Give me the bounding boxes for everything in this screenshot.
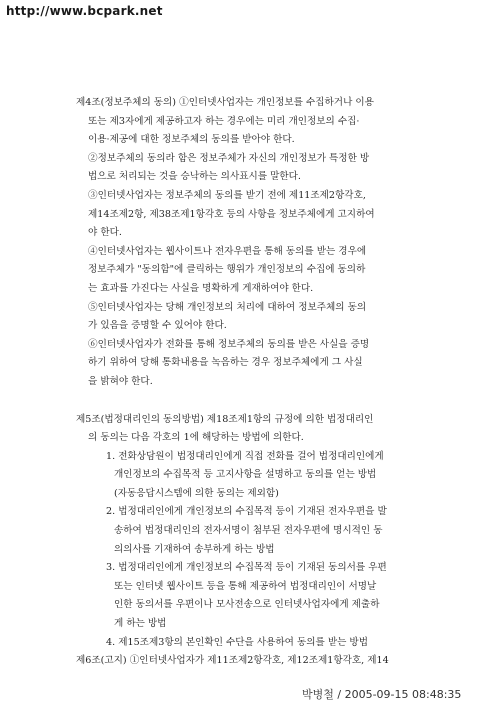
watermark-url: http://www.bcpark.net	[6, 4, 163, 18]
text-line: 또는 제3자에게 제공하고자 하는 경우에는 미리 개인정보의 수집·	[88, 115, 360, 127]
list-item: 1. 전화상담원이 법정대리인에게 직접 전화를 걸어 법정대리인에게	[106, 450, 384, 462]
text-line: 하기 위하여 당해 통화내용을 녹음하는 경우 정보주체에게 그 사실	[88, 357, 363, 369]
author-timestamp: 박병철 / 2005-09-15 08:48:35	[302, 688, 462, 701]
text-line: 제4조(정보주체의 동의) ①인터넷사업자는 개인정보를 수집하거나 이용	[76, 97, 374, 108]
text-line: 야 한다.	[88, 227, 122, 239]
text-line: 법으로 처리되는 것을 승낙하는 의사표시를 말한다.	[88, 171, 301, 183]
text-line: ③인터넷사업자는 정보주체의 동의를 받기 전에 제11조제2항각호,	[88, 189, 366, 201]
article-4	[76, 94, 438, 392]
list-item: 3. 법정대리인에게 개인정보의 수집목적 등이 기재된 동의서를 우편	[106, 562, 387, 574]
text-line: 이용·제공에 대한 정보주체의 동의를 받아야 한다.	[88, 134, 295, 146]
text-line: ②정보주체의 동의라 함은 정보주체가 자신의 개인정보가 특정한 방	[88, 152, 370, 164]
text-line: ⑤인터넷사업자는 당해 개인정보의 처리에 대하여 정보주체의 동의	[88, 301, 367, 313]
text-line: 게 하는 방법	[114, 618, 167, 630]
text-line: 의 동의는 다음 각호의 1에 해당하는 방법에 의한다.	[88, 432, 304, 444]
text-line: 제14조제2항, 제38조제1항각호 등의 사항을 정보주체에게 고지하여	[88, 208, 375, 220]
list-item: 2. 법정대리인에게 개인정보의 수집목적 등이 기재된 전자우편을 발	[106, 506, 387, 518]
text-line: ⑥인터넷사업자가 전화를 통해 정보주체의 동의를 받은 사실을 증명	[88, 338, 370, 350]
list-item: 4. 제15조제3항의 본인확인 수단을 사용하여 동의를 받는 방법	[106, 636, 368, 648]
text-line: 정보주체가 "동의함"에 클릭하는 행위가 개인정보의 수집에 동의하	[88, 264, 366, 276]
text-line: ④인터넷사업자는 웹사이트나 전자우편을 통해 동의를 받는 경우에	[88, 245, 367, 257]
article-5	[76, 411, 438, 653]
text-line: 는 효과를 가진다는 사실을 명확하게 게재하여야 한다.	[88, 282, 314, 294]
text-line: 인한 동의서를 우편이나 모사전송으로 인터넷사업자에게 제출하	[114, 599, 380, 611]
text-line: (자동응답시스템에 의한 동의는 제외함)	[114, 487, 279, 499]
text-line: 또는 인터넷 웹사이트 등을 통해 제공하여 법정대리인이 서명날	[114, 580, 377, 592]
text-line: 가 있음을 증명할 수 있어야 한다.	[88, 320, 227, 332]
text-line: 개인정보의 수집목적 등 고지사항을 설명하고 동의를 얻는 방법	[114, 469, 377, 481]
text-line: 제6조(고지) ①인터넷사업자가 제11조제2항각호, 제12조제1항각호, 제14	[76, 655, 389, 667]
document-body	[76, 94, 438, 671]
text-line: 송하여 법정대리인의 전자서명이 첨부된 전자우편에 명시적인 동	[114, 525, 383, 537]
text-line: 의의사를 기재하여 송부하게 하는 방법	[114, 543, 275, 555]
text-line: 제5조(법정대리인의 동의방법) 제18조제1항의 규정에 의한 법정대리인	[76, 413, 374, 425]
text-line: 을 밝혀야 한다.	[88, 375, 153, 387]
article-6	[76, 652, 438, 671]
